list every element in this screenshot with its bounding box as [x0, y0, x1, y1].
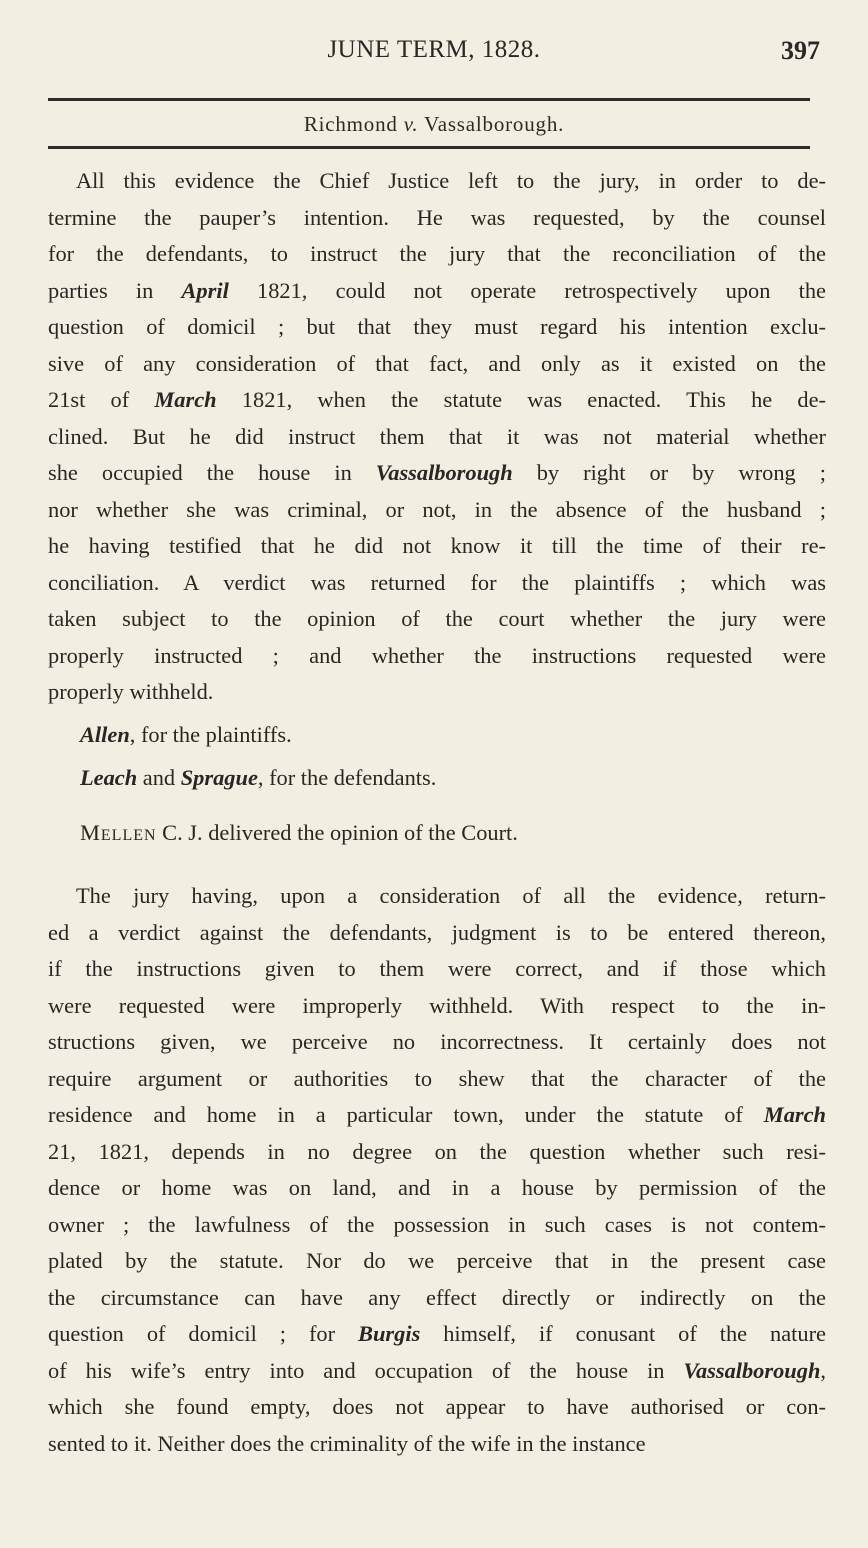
- running-head: [0, 36, 868, 76]
- paragraph-1-line: termine the pauper’s intention. He was requested, by the counsel: [48, 204, 826, 230]
- case-versus: v.: [403, 112, 419, 136]
- paragraph-1-line: sive of any consideration of that fact, and only as it existed on the: [48, 350, 826, 376]
- counsel-defendants-name-1: Leach: [80, 765, 138, 790]
- paragraph-2-line: residence and home in a particular town, under the statute of March: [48, 1102, 826, 1127]
- paragraph-2-line: 21, 1821, depends in no degree on the question whether such resi-: [48, 1138, 826, 1164]
- paragraph-2-line: structions given, we perceive no incorrectness. It certainly does not: [48, 1029, 826, 1054]
- paragraph-1-line: conciliation. A verdict was returned for the plaintiffs ; which was: [48, 569, 826, 595]
- counsel-defendants: [80, 765, 436, 791]
- paragraph-2-line: The jury having, upon a consideration of all the evidence, return-: [76, 883, 826, 908]
- paragraph-2-line: question of domicil ; for Burgis himself, if conusant of the nature: [48, 1321, 826, 1346]
- paragraph-1-line: question of domicil ; but that they must regard his intention exclu-: [48, 314, 826, 339]
- paragraph-2-line: plated by the statute. Nor do we perceive that in the present case: [48, 1248, 826, 1273]
- paragraph-1-line: properly withheld.: [48, 679, 214, 704]
- case-plaintiff: Richmond: [303, 112, 398, 136]
- counsel-defendants-and: and: [137, 765, 181, 790]
- paragraph-2-line: which she found empty, does not appear to have authorised or con-: [48, 1394, 826, 1419]
- paragraph-1-line: 21st of March 1821, when the statute was enacted. This he de-: [48, 387, 826, 412]
- counsel-plaintiffs-name: Allen: [80, 722, 130, 747]
- paragraph-1-line: he having testified that he did not know it till the time of their re-: [48, 533, 826, 558]
- opinion-intro-text: C. J. delivered the opinion of the Court.: [156, 820, 518, 845]
- counsel-defendants-name-2: Sprague: [180, 765, 258, 790]
- opinion-intro: [80, 820, 518, 846]
- paragraph-2-line: sented to it. Neither does the criminality of the wife in the instance: [48, 1430, 646, 1456]
- counsel-defendants-text: , for the defendants.: [257, 765, 437, 790]
- statement-paragraph: [48, 163, 826, 711]
- paragraph-2-line: of his wife’s entry into and occupation of the house in Vassalborough,: [48, 1357, 826, 1383]
- paragraph-1-line: nor whether she was criminal, or not, in the absence of the husband ;: [48, 496, 826, 522]
- paragraph-1-line: taken subject to the opinion of the court whether the jury were: [48, 606, 826, 631]
- paragraph-1-line: parties in April 1821, could not operate retrospectively upon the: [48, 277, 826, 303]
- paragraph-2-line: dence or home was on land, and in a house by permission of the: [48, 1175, 826, 1200]
- running-title: JUNE TERM, 1828.: [327, 36, 541, 63]
- judge-name: Mellen: [80, 820, 157, 845]
- paragraph-2-line: the circumstance can have any effect directly or indirectly on the: [48, 1284, 826, 1310]
- opinion-paragraph: [48, 878, 826, 1462]
- case-defendant: Vassalborough.: [424, 112, 565, 136]
- paragraph-2-line: ed a verdict against the defendants, judgment is to be entered thereon,: [48, 919, 826, 945]
- top-rule: [48, 98, 810, 101]
- paragraph-1-line: for the defendants, to instruct the jury that the reconciliation of the: [48, 241, 826, 266]
- paragraph-2-line: require argument or authorities to shew that the character of the: [48, 1065, 826, 1091]
- paragraph-1-line: she occupied the house in Vassalborough by right or by wrong ;: [48, 460, 826, 485]
- paragraph-2-line: were requested were improperly withheld. With respect to the in-: [48, 992, 826, 1018]
- case-title: [0, 112, 868, 137]
- paragraph-2-lines: [48, 878, 826, 1462]
- bottom-rule: [48, 146, 810, 149]
- paragraph-1-line: properly instructed ; and whether the instructions requested were: [48, 642, 826, 668]
- counsel-plaintiffs-text: , for the plaintiffs.: [129, 722, 292, 747]
- paragraph-2-line: owner ; the lawfulness of the possession in such cases is not contem-: [48, 1211, 826, 1237]
- paragraph-1-line: All this evidence the Chief Justice left to the jury, in order to de-: [76, 168, 826, 193]
- paragraph-2-line: if the instructions given to them were correct, and if those which: [48, 956, 826, 981]
- paragraph-1-line: clined. But he did instruct them that it was not material whether: [48, 423, 826, 449]
- page-number: 397: [781, 36, 820, 65]
- paragraph-1-lines: [48, 163, 826, 711]
- counsel-plaintiffs: [80, 722, 292, 748]
